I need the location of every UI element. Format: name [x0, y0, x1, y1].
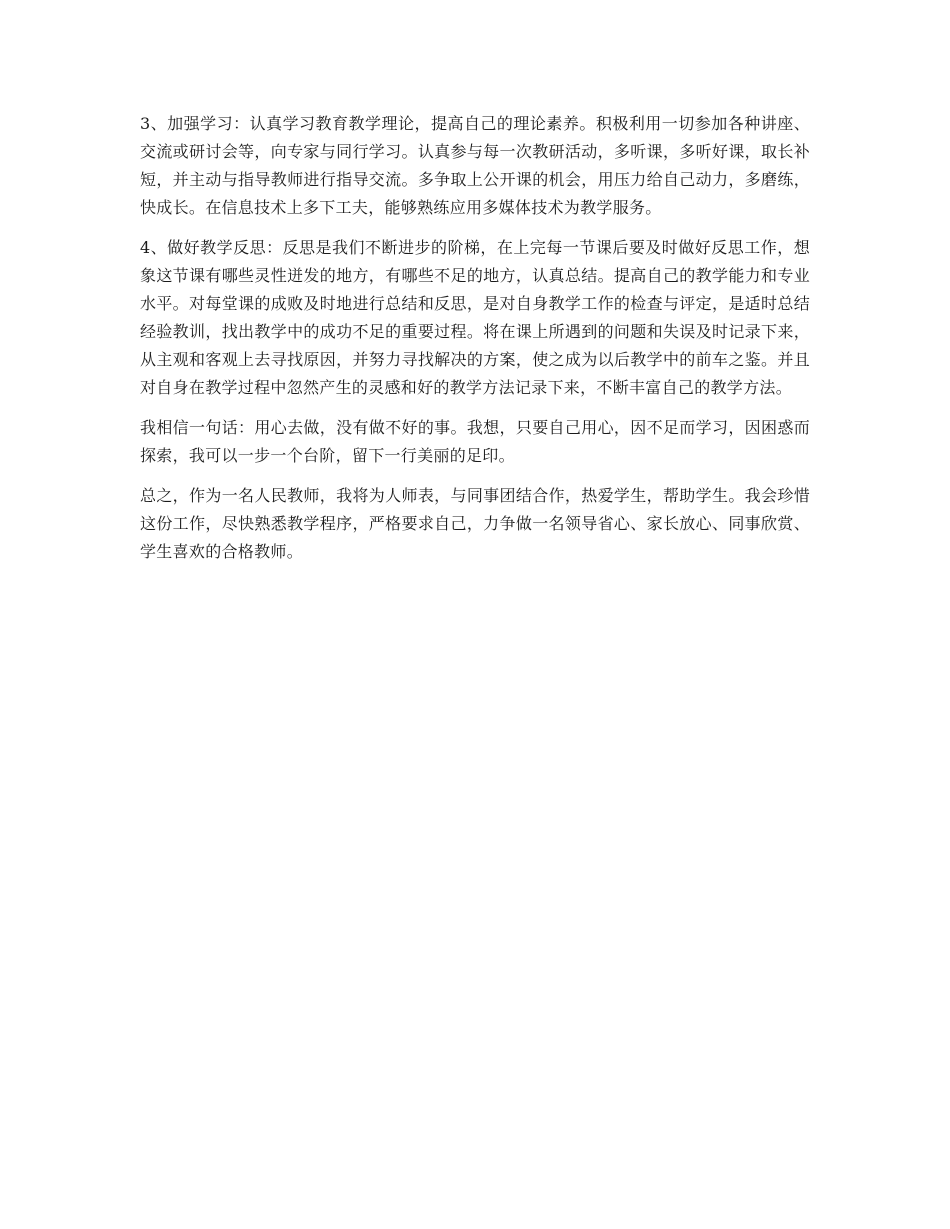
paragraph-belief: 我相信一句话：用心去做，没有做不好的事。我想，只要自己用心，因不足而学习，因困惑而探索，我可以一步一个台阶，留下一行美丽的足印。	[140, 418, 810, 465]
paragraph-study: 3、加强学习：认真学习教育教学理论，提高自己的理论素养。积极利用一切参加各种讲座、交流或研讨会等，向专家与同行学习。认真参与每一次教研活动，多听课，多听好课，取长补短，并主动与指导教师进行指导交流。多争取上公开课的机会，用压力给自己动力，多磨练，快成长。在信息技术上多下工夫，能够熟练应用多媒体技术为教学服务。	[140, 114, 810, 217]
document-body	[140, 110, 810, 578]
paragraph-conclusion: 总之，作为一名人民教师，我将为人师表，与同事团结合作，热爱学生，帮助学生。我会珍惜这份工作，尽快熟悉教学程序，严格要求自己，力争做一名领导省心、家长放心、同事欣赏、学生喜欢的合格教师。	[140, 486, 810, 561]
paragraph-reflection: 4、做好教学反思：反思是我们不断进步的阶梯，在上完每一节课后要及时做好反思工作，想象这节课有哪些灵性迸发的地方，有哪些不足的地方，认真总结。提高自己的教学能力和专业水平。对每堂课的成败及时地进行总结和反思，是对自身教学工作的检查与评定，是适时总结经验教训，找出教学中的成功不足的重要过程。将在课上所遇到的问题和失误及时记录下来，从主观和客观上去寻找原因，并努力寻找解决的方案，使之成为以后教学中的前车之鉴。并且对自身在教学过程中忽然产生的灵感和好的教学方法记录下来，不断丰富自己的教学方法。	[140, 238, 810, 397]
